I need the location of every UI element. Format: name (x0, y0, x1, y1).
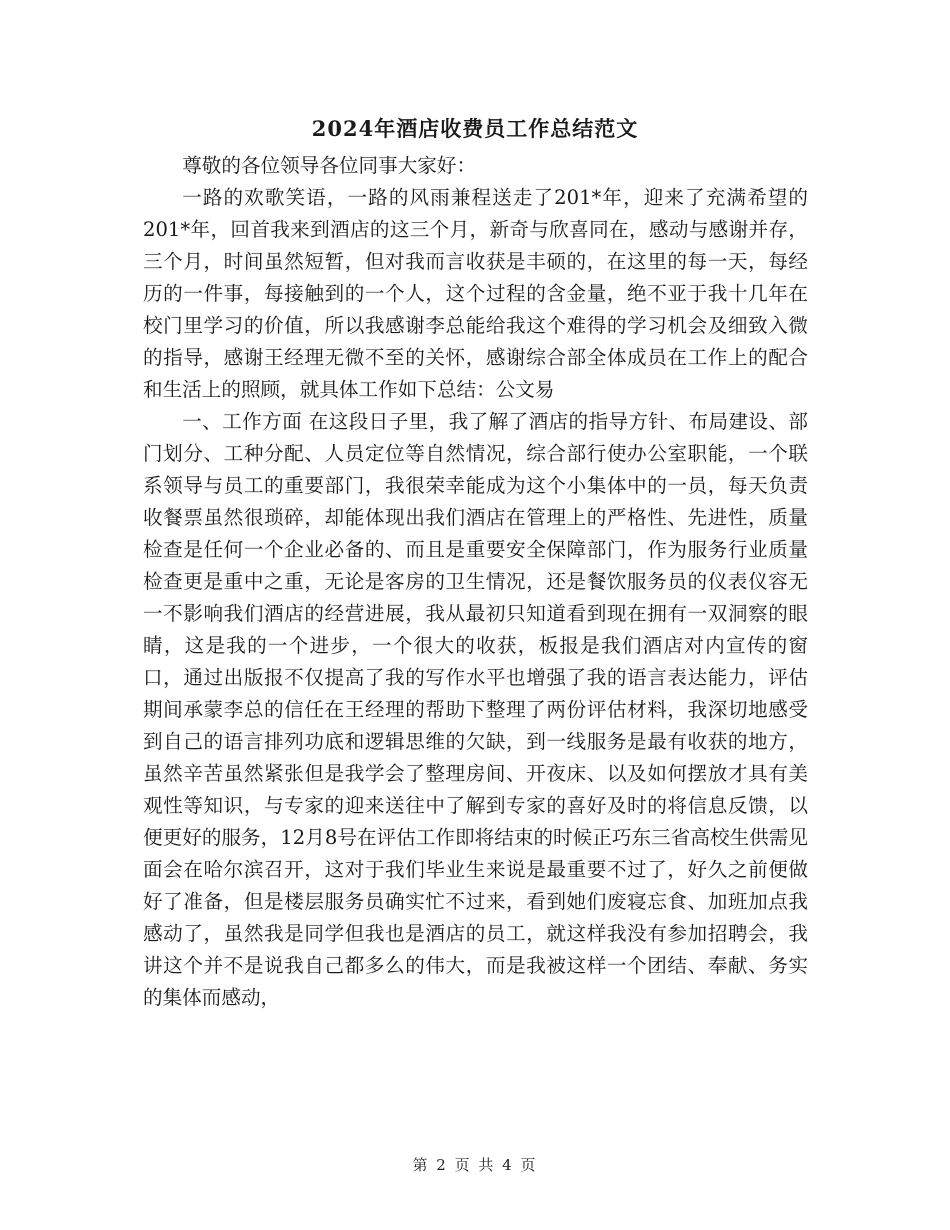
document-title: 2024年酒店收费员工作总结范文 (311, 116, 639, 141)
page-number: 第 2 页 共 4 页 (412, 1156, 538, 1174)
document-body (143, 150, 808, 1014)
work-section-paragraph: 一、工作方面 在这段日子里，我了解了酒店的指导方针、布局建设、部门划分、工种分配、人员定位等自然情况，综合部行使办公室职能，一个联系领导与员工的重要部门，我很荣幸能成为这个小集体中的一员，每天负责收餐票虽然很琐碎，却能体现出我们酒店在管理上的严格性、先进性，质量检查是任何一个企业必备的、而且是重要安全保障部门，作为服务行业质量检查更是重中之重，无论是客房的卫生情况，还是餐饮服务员的仪表仪容无一不影响我们酒店的经营进展，我从最初只知道看到现在拥有一双洞察的眼睛，这是我的一个进步，一个很大的收获，板报是我们酒店对内宣传的窗口，通过出版报不仅提高了我的写作水平也增强了我的语言表达能力，评估期间承蒙李总的信任在王经理的帮助下整理了两份评估材料，我深切地感受到自己的语言排列功底和逻辑思维的欠缺，到一线服务是最有收获的地方，虽然辛苦虽然紧张但是我学会了整理房间、开夜床、以及如何摆放才具有美观性等知识，与专家的迎来送往中了解到专家的喜好及时的将信息反馈，以便更好的服务，12月8号在评估工作即将结束的时候正巧东三省高校生供需见面会在哈尔滨召开，这对于我们毕业生来说是最重要不过了，好久之前便做好了准备，但是楼层服务员确实忙不过来，看到她们废寝忘食、加班加点我感动了，虽然我是同学但我也是酒店的员工，就这样我没有参加招聘会，我讲这个并不是说我自己都多么的伟大，而是我被这样一个团结、奉献、务实的集体而感动， (143, 410, 808, 1009)
intro-paragraph: 一路的欢歌笑语，一路的风雨兼程送走了201*年，迎来了充满希望的201*年，回首我来到酒店的这三个月，新奇与欣喜同在，感动与感谢并存，三个月，时间虽然短暂，但对我而言收获是丰硕的，在这里的每一天，每经历的一件事，每接触到的一个人，这个过程的含金量，绝不亚于我十几年在校门里学习的价值，所以我感谢李总能给我这个难得的学习机会及细致入微的指导，感谢王经理无微不至的关怀，感谢综合部全体成员在工作上的配合和生活上的照顾，就具体工作如下总结：公文易 (143, 186, 808, 401)
greeting-paragraph: 尊敬的各位领导各位同事大家好： (182, 154, 477, 177)
